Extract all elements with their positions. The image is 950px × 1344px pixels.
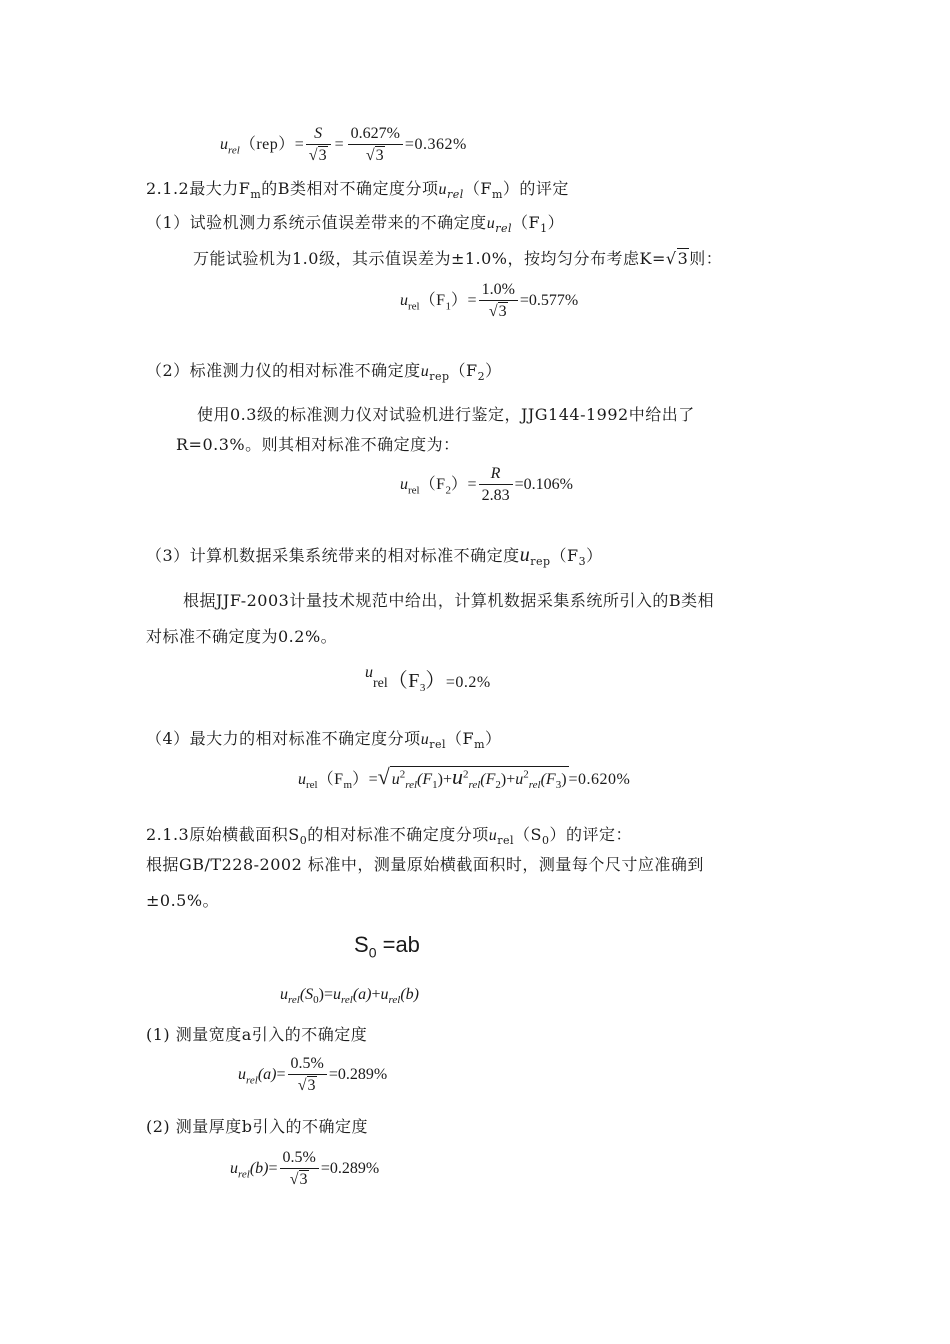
- eq-subscript: rel: [341, 994, 353, 1007]
- eq-subscript: rel: [408, 300, 420, 313]
- eq-rest: =ab: [376, 932, 420, 957]
- eq-arg: （F: [387, 670, 420, 692]
- term-arg: (F: [540, 771, 556, 788]
- subscript: rep: [530, 555, 551, 569]
- eq-sign: =: [276, 1066, 286, 1084]
- term-arg: ): [500, 771, 507, 788]
- numerator: R: [479, 464, 513, 485]
- eq-symbol: u: [238, 1066, 246, 1084]
- equation-fm: [298, 764, 630, 791]
- item-text: ）: [586, 546, 603, 565]
- radicand: 3: [299, 1171, 308, 1188]
- eq-result: =0.289%: [328, 1066, 388, 1084]
- subscript: 2: [477, 370, 486, 384]
- paragraph-1: [193, 246, 722, 269]
- eq-subscript: rel: [306, 779, 318, 792]
- heading-text: 的B类相对不确定度分项: [261, 179, 439, 198]
- paragraph-2a: 使用0.3级的标准测力仪对试验机进行鉴定，JJG144-1992中给出了: [197, 405, 695, 424]
- eq-arg: (b): [400, 986, 419, 1003]
- eq-sign: =: [323, 986, 333, 1003]
- eq-sign: =: [368, 771, 378, 788]
- radicand: 3: [375, 147, 384, 164]
- item-text: （3）计算机数据采集系统带来的相对标准不确定度: [146, 546, 520, 565]
- u-symbol: u: [519, 544, 531, 566]
- equation-a: [238, 1054, 387, 1097]
- numerator: S: [306, 124, 331, 145]
- subscript: 1: [540, 222, 548, 236]
- radicand: 3: [498, 303, 507, 320]
- term-arg: ): [561, 771, 567, 788]
- superscript: 2: [523, 768, 529, 781]
- item-1: [146, 210, 564, 235]
- equation-sum: [280, 986, 419, 1006]
- eq-subscript: 3: [419, 682, 426, 695]
- term-arg: (F: [480, 771, 496, 788]
- eq-subscript: rel: [408, 484, 420, 497]
- sub-item-1: (1) 测量宽度a引入的不确定度: [146, 1025, 368, 1044]
- eq-subscript: rel: [238, 1168, 250, 1181]
- eq-arg: （rep）: [239, 136, 295, 154]
- u-symbol: u: [420, 363, 430, 380]
- eq-symbol: u: [298, 771, 306, 788]
- eq-subscript: 1: [445, 300, 452, 313]
- eq-result: =0.577%: [519, 292, 579, 310]
- heading-text: ）的评定: [502, 179, 569, 198]
- sqrt-icon: √ $u^2_{rel}(F_1)+u^2_{rel}(F_2)+u^2_{rel}(F_3)$: [377, 764, 567, 792]
- fraction: [479, 464, 513, 507]
- eq-symbol: u: [400, 476, 408, 494]
- eq-arg: ）: [425, 670, 446, 692]
- item-text: （1）试验机测力系统示值误差带来的不确定度: [146, 213, 487, 232]
- eq-sign: =: [467, 476, 477, 494]
- section-heading-2-1-3: [146, 822, 632, 847]
- subscript: 1: [432, 779, 438, 792]
- eq-arg: （F: [317, 771, 344, 788]
- item-2: [146, 358, 502, 383]
- radicand: 3: [318, 147, 327, 164]
- subscript: 3: [555, 779, 562, 792]
- arg: （F: [449, 361, 478, 380]
- paragraph-4b: ±0.5%。: [146, 891, 220, 910]
- u-symbol: u: [488, 827, 498, 844]
- eq-subscript: m: [343, 779, 353, 792]
- eq-arg: (a): [352, 986, 372, 1003]
- paragraph-2b: R=0.3%。则其相对标准不确定度为：: [176, 435, 460, 454]
- arg: （F: [550, 546, 579, 565]
- subscript: rel: [405, 779, 418, 792]
- eq-symbol: u: [365, 664, 373, 681]
- heading-text: 的相对标准不确定度分项: [307, 825, 489, 844]
- subscript: 0: [541, 834, 550, 848]
- eq-symbol: u: [380, 986, 389, 1003]
- eq-result: =0.362%: [404, 136, 467, 154]
- subscript: rel: [528, 779, 541, 792]
- u-symbol: u: [486, 215, 496, 232]
- term-symbol: u: [391, 771, 400, 788]
- eq-symbol: u: [220, 136, 228, 154]
- item-3: [146, 543, 603, 568]
- denominator: 2.83: [481, 487, 510, 504]
- subscript: rep: [429, 370, 450, 384]
- fraction: [479, 280, 518, 323]
- term-symbol: u: [451, 764, 463, 789]
- item-text: （2）标准测力仪的相对标准不确定度: [146, 361, 421, 380]
- arg: （S: [514, 825, 542, 844]
- radicand: 3: [307, 1077, 316, 1094]
- eq-subscript: rel: [228, 144, 240, 157]
- eq-result: =0.2%: [445, 674, 491, 691]
- eq-symbol: u: [400, 292, 408, 310]
- subscript: 3: [578, 555, 587, 569]
- eq-subscript: 0: [368, 944, 377, 961]
- numerator: 0.627%: [348, 124, 403, 145]
- eq-subscript: rel: [288, 994, 300, 1007]
- eq-arg: (S: [299, 986, 314, 1003]
- numerator: 0.5%: [288, 1054, 327, 1075]
- item-text: ）: [485, 361, 502, 380]
- superscript: 2: [462, 768, 469, 781]
- arg: （F: [445, 729, 475, 748]
- equation-f3: [365, 664, 491, 694]
- eq-sign: =: [294, 136, 304, 154]
- eq-symbol: u: [230, 1160, 238, 1178]
- eq-arg: （F: [419, 292, 446, 310]
- paragraph-text: 则：: [689, 249, 723, 268]
- u-symbol: u: [420, 731, 430, 748]
- eq-result: =0.289%: [320, 1160, 380, 1178]
- fraction: [280, 1148, 319, 1191]
- equation-rep: [220, 124, 467, 167]
- subscript: 0: [299, 834, 308, 848]
- fraction: [288, 1054, 327, 1097]
- item-text: ）: [485, 729, 502, 748]
- equation-b: [230, 1148, 379, 1191]
- eq-arg: ): [318, 986, 324, 1003]
- heading-text: 2.1.3原始横截面积S: [146, 825, 300, 844]
- eq-arg: （F: [419, 476, 446, 494]
- sub-item-2: (2) 测量厚度b引入的不确定度: [146, 1117, 368, 1136]
- eq-symbol: u: [280, 986, 288, 1003]
- paragraph-3a: 根据JJF-2003计量技术规范中给出，计算机数据采集系统所引入的B类相: [183, 591, 715, 610]
- eq-arg: ）: [451, 292, 468, 310]
- sqrt-icon: √3: [308, 147, 327, 164]
- numerator: 0.5%: [280, 1148, 319, 1169]
- eq-symbol: u: [333, 986, 341, 1003]
- subscript: 2: [495, 779, 501, 792]
- eq-arg: (b): [249, 1160, 269, 1178]
- subscript: rel: [497, 834, 514, 848]
- subscript: rel: [429, 738, 446, 752]
- numerator: 1.0%: [479, 280, 518, 301]
- plus-sign: +: [506, 771, 516, 788]
- item-text: （4）最大力的相对标准不确定度分项: [146, 729, 421, 748]
- eq-sign: =: [268, 1160, 278, 1178]
- equation-s0: [354, 932, 420, 960]
- subscript: m: [491, 188, 503, 202]
- fraction: [348, 124, 403, 167]
- eq-arg: (a): [257, 1066, 277, 1084]
- sqrt-icon: √3: [488, 303, 507, 320]
- eq-subscript: rel: [373, 676, 388, 691]
- eq-subscript: rel: [246, 1074, 258, 1087]
- sqrt-icon: √3: [297, 1077, 316, 1094]
- term-arg: (F: [417, 771, 433, 788]
- heading-text: ）的评定：: [549, 825, 632, 844]
- eq-subscript: 0: [313, 994, 319, 1007]
- fraction: [306, 124, 331, 167]
- eq-arg: ）: [451, 476, 468, 494]
- u-symbol: u: [438, 181, 448, 198]
- section-heading-2-1-2: [146, 176, 569, 201]
- subscript: m: [250, 188, 262, 202]
- plus-sign: +: [442, 771, 452, 788]
- term-symbol: u: [515, 771, 524, 788]
- eq-subscript: rel: [388, 994, 401, 1007]
- superscript: 2: [399, 768, 406, 781]
- subscript: rel: [495, 222, 512, 236]
- arg: （F: [511, 213, 541, 232]
- arg: （F: [463, 179, 492, 198]
- term-arg: ): [437, 771, 443, 788]
- subscript: m: [474, 738, 486, 752]
- eq-arg: ）: [352, 771, 369, 788]
- eq-symbol: S: [354, 932, 369, 957]
- item-text: ）: [547, 213, 565, 232]
- eq-result: =0.106%: [514, 476, 573, 494]
- paragraph-3b: 对标准不确定度为0.2%。: [146, 627, 338, 646]
- sqrt-icon: √3: [289, 1171, 308, 1188]
- radicand: 3: [677, 249, 689, 268]
- plus-sign: +: [371, 986, 381, 1003]
- sqrt-icon: √3: [365, 147, 384, 164]
- sqrt-icon: √3: [665, 249, 689, 268]
- equation-f1: [400, 280, 578, 323]
- eq-subscript: 2: [445, 484, 452, 497]
- equation-f2: [400, 464, 573, 507]
- paragraph-text: 万能试验机为1.0级，其示值误差为±1.0%，按均匀分布考虑K=: [193, 249, 666, 268]
- heading-text: 2.1.2最大力F: [146, 179, 251, 198]
- eq-result: =0.620%: [568, 771, 631, 788]
- eq-sign: =: [334, 136, 344, 154]
- eq-sign: =: [467, 292, 477, 310]
- subscript: rel: [468, 779, 481, 792]
- paragraph-4a: 根据GB/T228-2002 标准中，测量原始横截面积时，测量每个尺寸应准确到: [146, 855, 704, 874]
- item-4: [146, 726, 502, 751]
- subscript: rel: [447, 188, 464, 202]
